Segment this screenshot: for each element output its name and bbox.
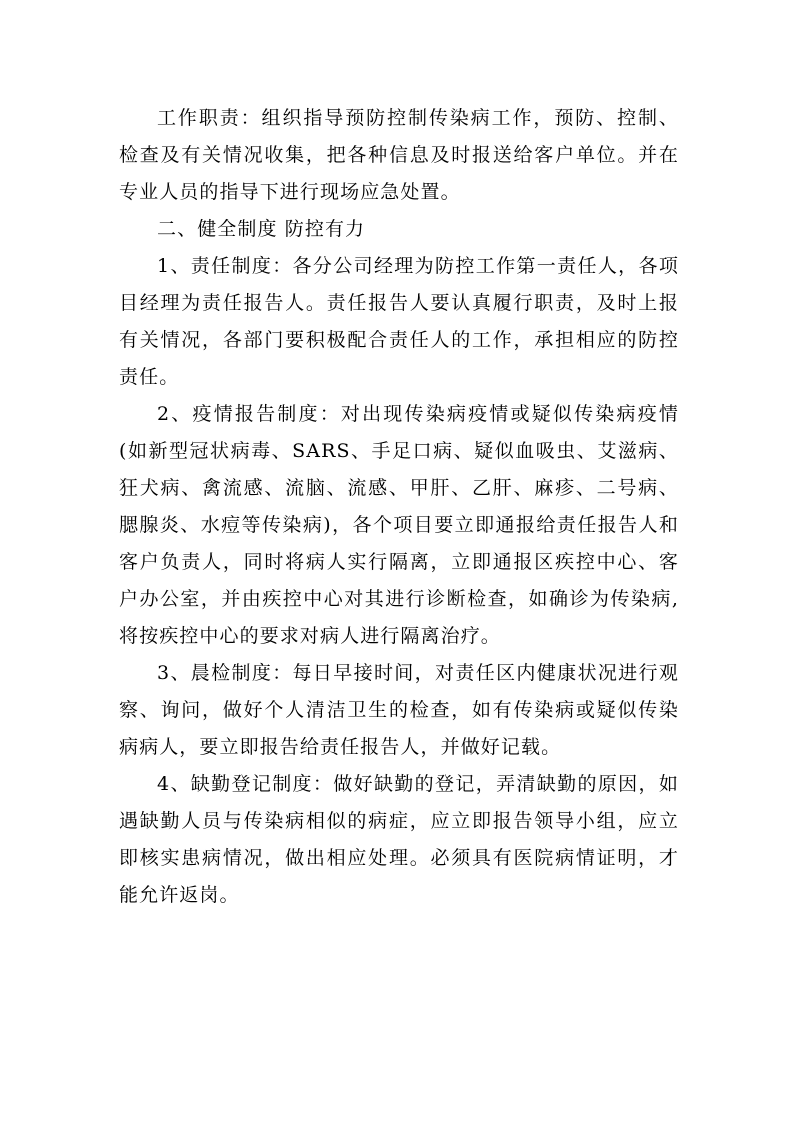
paragraph-morning-check-system: 3、晨检制度：每日早接时间，对责任区内健康状况进行观察、询问，做好个人清洁卫生的检查，如有传染病或疑似传染病病人，要立即报告给责任报告人，并做好记载。	[119, 662, 679, 758]
paragraph-epidemic-report-system: 2、疫情报告制度：对出现传染病疫情或疑似传染病疫情(如新型冠状病毒、SARS、手足口病、疑似血吸虫、艾滋病、狂犬病、禽流感、流脑、流感、甲肝、乙肝、麻疹、二号病、腮腺炎、水痘等传染病)，各个项目要立即通报给责任报告人和客户负责人，同时将病人实行隔离，立即通报区疾控中心、客户办公室，并由疾控中心对其进行诊断检查，如确诊为传染病,将按疾控中心的要求对病人进行隔离治疗。	[119, 403, 679, 647]
document-body	[119, 100, 679, 914]
paragraph-absence-registration-system: 4、缺勤登记制度：做好缺勤的登记，弄清缺勤的原因，如遇缺勤人员与传染病相似的病症，应立即报告领导小组，应立即核实患病情况，做出相应处理。必须具有医院病情证明，才能允许返岗。	[119, 773, 679, 906]
section-heading: 二、健全制度 防控有力	[157, 218, 366, 240]
paragraph-responsibility-system: 1、责任制度：各分公司经理为防控工作第一责任人，各项目经理为责任报告人。责任报告人要认真履行职责，及时上报有关情况，各部门要积极配合责任人的工作，承担相应的防控责任。	[119, 255, 679, 388]
paragraph-job-duties: 工作职责：组织指导预防控制传染病工作，预防、控制、检查及有关情况收集，把各种信息及时报送给客户单位。并在专业人员的指导下进行现场应急处置。	[119, 107, 679, 203]
